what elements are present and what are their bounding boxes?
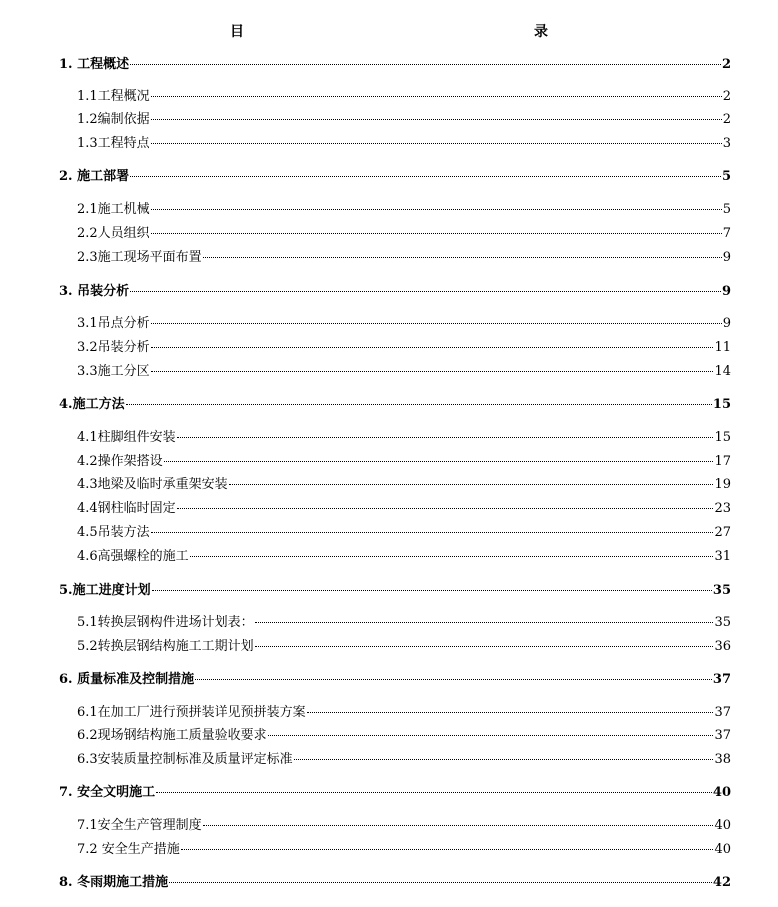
toc-dot-leader — [151, 96, 722, 97]
toc-section-entry[interactable] — [77, 111, 731, 129]
toc-chapter-entry[interactable] — [59, 56, 731, 74]
toc-entry-label: 2.2人员组织 — [77, 226, 150, 241]
toc-section-entry[interactable] — [77, 817, 731, 835]
toc-entry-label: 3.1吊点分析 — [77, 316, 150, 331]
toc-page-number: 38 — [714, 752, 731, 767]
toc-dot-leader — [130, 291, 721, 292]
toc-page-number: 23 — [714, 501, 731, 516]
toc-dot-leader — [181, 849, 714, 850]
toc-section-entry[interactable] — [77, 201, 731, 219]
toc-entry-label: 7. 安全文明施工 — [59, 785, 156, 800]
toc-dot-leader — [255, 622, 714, 623]
toc-section-entry[interactable] — [77, 524, 731, 542]
toc-entry-label: 6. 质量标准及控制措施 — [59, 672, 195, 687]
toc-page-number: 17 — [714, 454, 731, 469]
toc-dot-leader — [268, 735, 714, 736]
toc-entry-label: 7.2 安全生产措施 — [77, 842, 180, 857]
toc-page-number: 14 — [714, 364, 731, 379]
toc-section-entry[interactable] — [77, 476, 731, 494]
toc-entry-label: 4.1柱脚组件安装 — [77, 430, 176, 445]
toc-entry-label: 2.1施工机械 — [77, 202, 150, 217]
toc-dot-leader — [152, 590, 712, 591]
toc-page-number: 5 — [721, 169, 731, 184]
toc-dot-leader — [151, 347, 714, 348]
toc-page-number: 9 — [722, 316, 731, 331]
toc-entry-label: 4.5吊装方法 — [77, 525, 150, 540]
toc-page-number: 15 — [714, 430, 731, 445]
toc-dot-leader — [307, 712, 714, 713]
toc-page-number: 42 — [712, 875, 731, 890]
toc-page-number: 19 — [714, 477, 731, 492]
toc-dot-leader — [203, 825, 714, 826]
toc-entry-label: 2.3施工现场平面布置 — [77, 250, 202, 265]
toc-entry-label: 1.3工程特点 — [77, 136, 150, 151]
toc-dot-leader — [130, 64, 721, 65]
toc-dot-leader — [229, 484, 714, 485]
toc-page-number: 2 — [722, 112, 731, 127]
toc-entry-label: 3.2吊装分析 — [77, 340, 150, 355]
toc-section-entry[interactable] — [77, 225, 731, 243]
toc-dot-leader — [126, 404, 712, 405]
toc-chapter-entry[interactable] — [59, 582, 731, 600]
toc-dot-leader — [195, 679, 712, 680]
toc-entry-label: 5.施工进度计划 — [59, 583, 151, 598]
toc-page-number: 3 — [722, 136, 731, 151]
toc-page-number: 37 — [714, 705, 731, 720]
toc-dot-leader — [294, 759, 714, 760]
toc-section-entry[interactable] — [77, 363, 731, 381]
toc-entry-label: 6.2现场钢结构施工质量验收要求 — [77, 728, 267, 743]
toc-page-number: 37 — [712, 672, 731, 687]
toc-entry-label: 6.1在加工厂进行预拼装详见预拼装方案 — [77, 705, 306, 720]
toc-page-number: 11 — [714, 340, 731, 355]
toc-section-entry[interactable] — [77, 249, 731, 267]
toc-section-entry[interactable] — [77, 727, 731, 745]
toc-section-entry[interactable] — [77, 135, 731, 153]
toc-section-entry[interactable] — [77, 315, 731, 333]
toc-entry-label: 7.1安全生产管理制度 — [77, 818, 202, 833]
toc-entry-label: 4.2操作架搭设 — [77, 454, 163, 469]
toc-page-number: 27 — [714, 525, 731, 540]
toc-dot-leader — [151, 323, 722, 324]
toc-page-number: 40 — [714, 842, 731, 857]
toc-section-entry[interactable] — [77, 453, 731, 471]
toc-chapter-entry[interactable] — [59, 283, 731, 301]
toc-page-number: 35 — [712, 583, 731, 598]
toc-chapter-entry[interactable] — [59, 168, 731, 186]
toc-section-entry[interactable] — [77, 429, 731, 447]
toc-page-number: 40 — [714, 818, 731, 833]
toc-entry-label: 2. 施工部署 — [59, 169, 130, 184]
toc-dot-leader — [169, 882, 712, 883]
toc-page-number: 15 — [712, 397, 731, 412]
toc-page-number: 40 — [712, 785, 731, 800]
toc-dot-leader — [177, 508, 714, 509]
toc-entry-label: 4.3地梁及临时承重架安装 — [77, 477, 228, 492]
toc-chapter-entry[interactable] — [59, 396, 731, 414]
toc-page-number: 5 — [722, 202, 731, 217]
toc-dot-leader — [203, 257, 722, 258]
toc-entry-label: 1.1工程概况 — [77, 89, 150, 104]
toc-section-entry[interactable] — [77, 548, 731, 566]
toc-section-entry[interactable] — [77, 841, 731, 859]
toc-dot-leader — [164, 461, 714, 462]
toc-section-entry[interactable] — [77, 751, 731, 769]
toc-entry-label: 5.1转换层钢构件进场计划表： — [77, 615, 254, 630]
toc-entry-label: 4.4钢柱临时固定 — [77, 501, 176, 516]
toc-entry-label: 1. 工程概述 — [59, 57, 130, 72]
toc-entry-label: 3.3施工分区 — [77, 364, 150, 379]
toc-dot-leader — [190, 556, 714, 557]
toc-page-number: 9 — [721, 284, 731, 299]
toc-section-entry[interactable] — [77, 638, 731, 656]
toc-dot-leader — [151, 119, 722, 120]
toc-page-number: 7 — [722, 226, 731, 241]
toc-title: 目 录 — [230, 24, 610, 40]
toc-entry-label: 5.2转换层钢结构施工工期计划 — [77, 639, 254, 654]
toc-entry-label: 1.2编制依据 — [77, 112, 150, 127]
toc-section-entry[interactable] — [77, 88, 731, 106]
toc-entry-label: 6.3安装质量控制标准及质量评定标准 — [77, 752, 293, 767]
toc-page-number: 31 — [714, 549, 731, 564]
toc-dot-leader — [151, 532, 714, 533]
toc-chapter-entry[interactable] — [59, 671, 731, 689]
toc-page-number: 37 — [714, 728, 731, 743]
toc-dot-leader — [156, 792, 712, 793]
toc-page-number: 2 — [722, 89, 731, 104]
toc-page-number: 9 — [722, 250, 731, 265]
toc-dot-leader — [177, 437, 714, 438]
toc-page-number: 36 — [714, 639, 731, 654]
toc-dot-leader — [255, 646, 714, 647]
toc-dot-leader — [151, 233, 722, 234]
toc-page-number: 35 — [714, 615, 731, 630]
toc-chapter-entry[interactable] — [59, 784, 731, 802]
toc-dot-leader — [151, 371, 714, 372]
toc-page-number: 2 — [721, 57, 731, 72]
toc-section-entry[interactable] — [77, 339, 731, 357]
toc-entry-label: 4.施工方法 — [59, 397, 125, 412]
toc-chapter-entry[interactable] — [59, 874, 731, 892]
toc-section-entry[interactable] — [77, 500, 731, 518]
toc-dot-leader — [151, 143, 722, 144]
toc-entry-label: 4.6高强螺栓的施工 — [77, 549, 189, 564]
toc-entry-label: 3. 吊装分析 — [59, 284, 130, 299]
toc-section-entry[interactable] — [77, 704, 731, 722]
toc-entry-label: 8. 冬雨期施工措施 — [59, 875, 169, 890]
toc-section-entry[interactable] — [77, 614, 731, 632]
toc-dot-leader — [130, 176, 721, 177]
toc-dot-leader — [151, 209, 722, 210]
